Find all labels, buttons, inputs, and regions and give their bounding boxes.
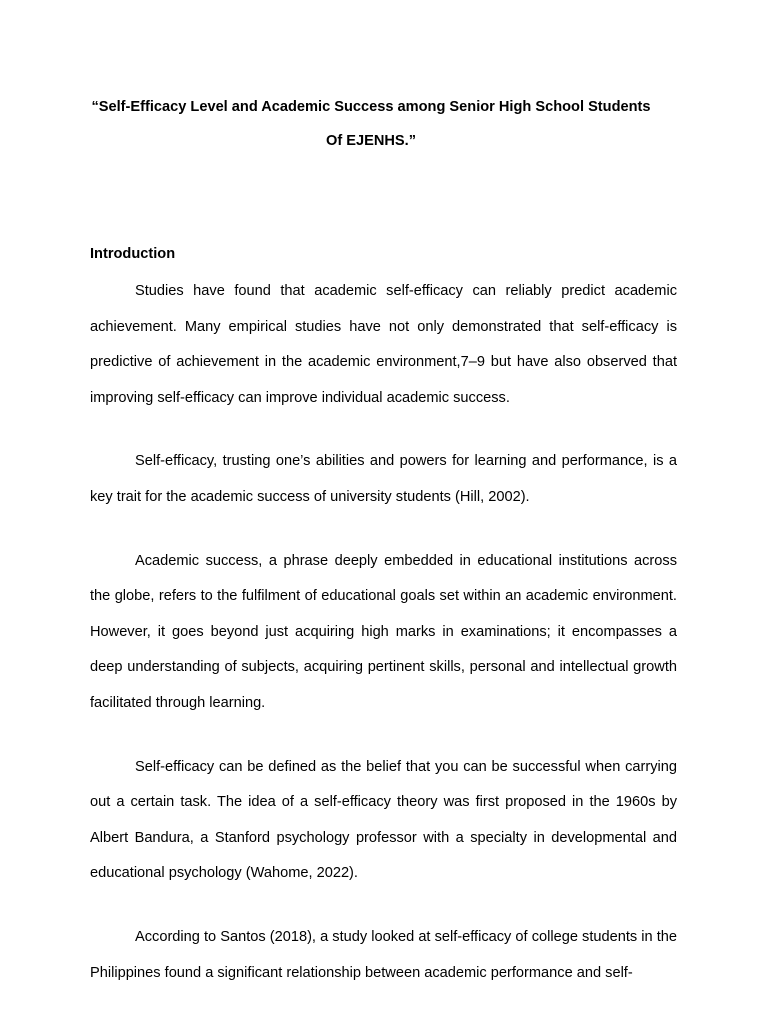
paragraph-1: Studies have found that academic self-efficacy can reliably predict academic achievement. Many empirical studies have not only demonstrated that self-efficacy is predictive of achievement in the academic environment,7–9 but have also observed that improving self-efficacy can improve individual academic success. (90, 283, 677, 406)
title-line-2: Of EJENHS.” (325, 133, 416, 149)
paragraph-2: Self-efficacy, trusting one’s abilities and powers for learning and performance, is a key trait for the academic success of university students (Hill, 2002). (90, 453, 677, 505)
section-heading-introduction: Introduction (90, 246, 176, 262)
paragraph-4: Self-efficacy can be defined as the belief that you can be successful when carrying out a certain task. The idea of a self-efficacy theory was first proposed in the 1960s by Albert Bandura, a Stanford psychology professor with a specialty in developmental and educational psychology (Wahome, 2022). (90, 758, 677, 882)
document-page (90, 90, 677, 991)
document-title (65, 90, 677, 158)
title-line-1: “Self-Efficacy Level and Academic Success among Senior High School Students (91, 99, 651, 115)
paragraph-5: According to Santos (2018), a study looked at self-efficacy of college students in the Philippines found a significant relationship between academic performance and self- (90, 928, 677, 981)
paragraph-3: Academic success, a phrase deeply embedded in educational institutions across the globe, refers to the fulfilment of educational goals set within an academic environment. However, it goes beyond just acquiring high marks in examinations; it encompasses a deep understanding of subjects, acquiring pertinent skills, personal and intellectual growth facilitated through learning. (90, 552, 677, 711)
